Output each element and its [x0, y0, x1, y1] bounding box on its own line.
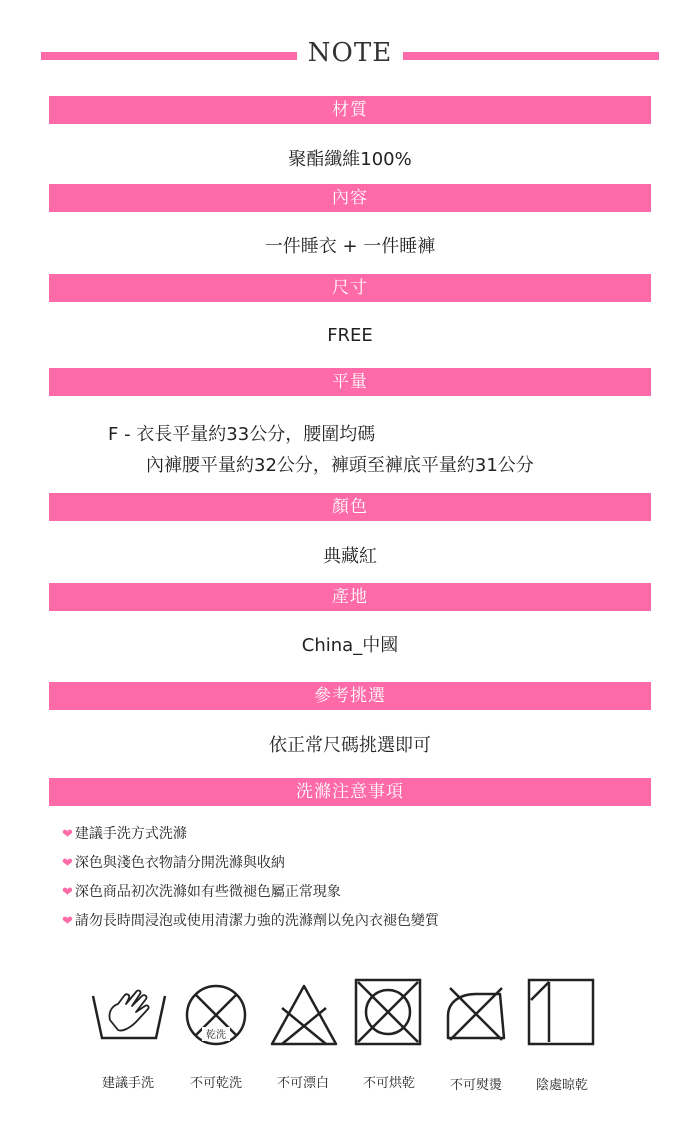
section-bar-color: 顏色 — [49, 493, 651, 521]
care-icon-label-no-tumble-dry: 不可烘乾 — [362, 1076, 415, 1091]
care-note-item — [62, 910, 439, 930]
note-divider-right — [403, 52, 659, 60]
no-dry-clean-icon — [183, 982, 249, 1048]
section-bar-origin: 產地 — [49, 583, 651, 611]
care-icon-label-dry-in-shade: 陰處晾乾 — [535, 1078, 588, 1093]
heart-icon: ❤ — [62, 856, 73, 871]
contents-value: 一件睡衣 + 一件睡褲 — [264, 236, 436, 257]
selection-value: 依正常尺碼挑選即可 — [269, 735, 431, 756]
care-icon-label-hand-wash: 建議手洗 — [101, 1076, 154, 1091]
size-value: FREE — [327, 325, 373, 346]
section-bar-contents: 內容 — [49, 184, 651, 212]
no-tumble-dry-icon — [354, 978, 422, 1046]
heart-icon: ❤ — [62, 885, 73, 900]
note-title: NOTE — [307, 38, 393, 68]
heart-icon: ❤ — [62, 914, 73, 929]
care-icon-label-no-iron: 不可熨燙 — [449, 1078, 502, 1093]
section-bar-care: 洗滌注意事項 — [49, 778, 651, 806]
section-bar-material: 材質 — [49, 96, 651, 124]
section-bar-selection: 參考挑選 — [49, 682, 651, 710]
no-iron-icon — [442, 982, 510, 1044]
hand-wash-icon — [90, 986, 168, 1046]
material-value: 聚酯纖維100% — [288, 149, 412, 170]
section-bar-measurements: 平量 — [49, 368, 651, 396]
care-note-text: 請勿長時間浸泡或使用清潔力強的洗滌劑以免內衣褪色變質 — [74, 913, 439, 929]
care-note-text: 深色與淺色衣物請分開洗滌與收納 — [74, 855, 285, 871]
care-icon-label-no-bleach: 不可漂白 — [276, 1076, 329, 1091]
care-icon-label-no-dry-clean: 不可乾洗 — [189, 1076, 242, 1091]
care-note-item — [62, 881, 341, 901]
no-bleach-icon — [268, 982, 340, 1048]
measurement-line-2: 內褲腰平量約32公分，褲頭至褲底平量約31公分 — [146, 455, 534, 476]
color-value: 典藏紅 — [323, 546, 377, 567]
note-divider-left — [41, 52, 297, 60]
care-note-text: 深色商品初次洗滌如有些微褪色屬正常現象 — [74, 884, 341, 900]
care-note-item — [62, 852, 285, 872]
dry-in-shade-icon — [527, 978, 595, 1046]
no-dry-clean-inner-text: 乾洗 — [206, 1030, 226, 1041]
measurement-line-1: F - 衣長平量約33公分，腰圍均碼 — [108, 424, 376, 445]
care-note-text: 建議手洗方式洗滌 — [74, 826, 187, 842]
section-bar-size: 尺寸 — [49, 274, 651, 302]
origin-value: China_中國 — [301, 635, 399, 656]
heart-icon: ❤ — [62, 827, 73, 842]
care-note-item — [62, 823, 187, 843]
